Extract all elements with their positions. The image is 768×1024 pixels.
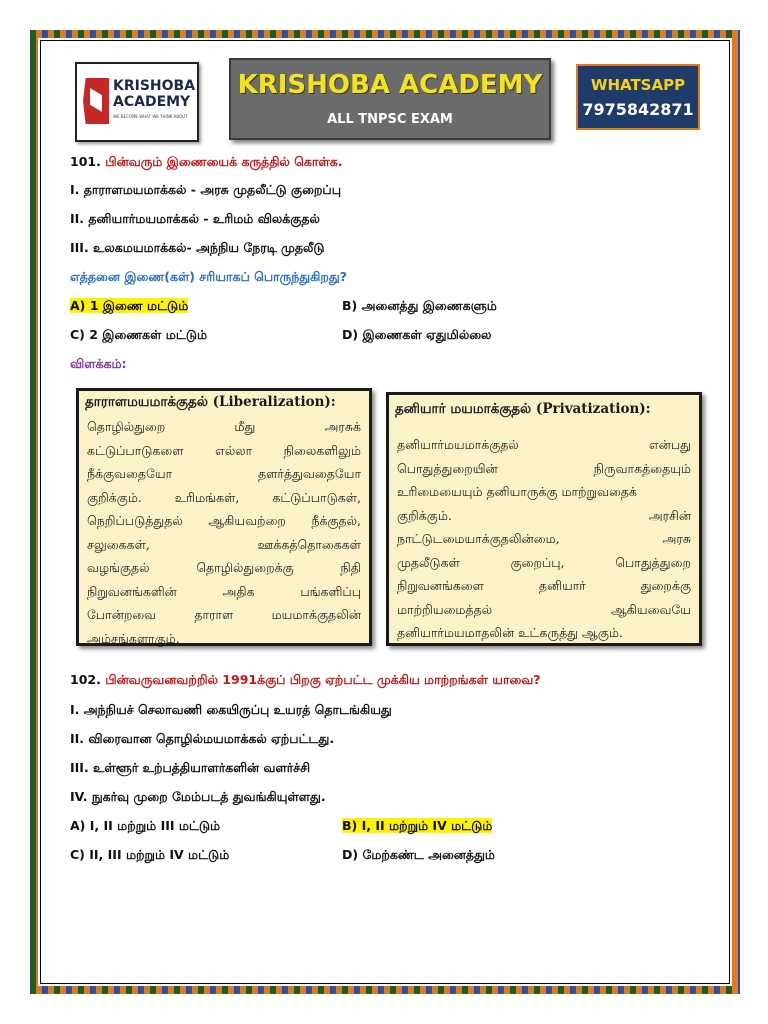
box-right-word: குறிக்கும். [397, 507, 452, 523]
liberalization-box [76, 388, 372, 646]
q101-number: 101. [70, 154, 101, 169]
box-right-line [397, 598, 691, 622]
whatsapp-contact [576, 64, 700, 130]
whatsapp-number: 7975842871 [582, 100, 694, 119]
privatization-box [386, 392, 702, 646]
box-left-word: நிலைகளிலும் [283, 442, 361, 458]
logo-line1: KRISHOBA [113, 78, 196, 94]
box-left-word: தளர்த்துவதையோ [258, 466, 361, 481]
box-right-word: அரசு [662, 531, 691, 546]
box-left-line [87, 462, 361, 486]
box-left-word: நீக்குதல், [311, 513, 361, 528]
logo-emblem-icon [83, 78, 109, 124]
box-left-word: ஆகியவற்றை [208, 513, 286, 528]
box-right-line [397, 574, 691, 598]
box-right-word: நிறுவனங்களை [397, 578, 484, 593]
liberalization-body [87, 415, 361, 650]
q101-statement-1: I. தாராளமயமாக்கல் - அரசு முதலீட்டு குறைப்பு [70, 182, 342, 197]
box-left-line [87, 580, 361, 604]
academy-logo [75, 62, 199, 142]
box-left-word: உரிமங்கள், [174, 489, 240, 505]
box-left-word: கட்டுப்பாடுகளை [87, 442, 184, 458]
banner-title: KRISHOBA ACADEMY [237, 70, 543, 100]
box-right-word: ஆகியவையே [610, 601, 691, 617]
header [0, 58, 768, 148]
box-left-word: சலுகைகள், [87, 536, 150, 552]
box-left-word: எல்லா [215, 442, 253, 458]
q102-statement-3: III. உள்ளூர் உற்பத்தியாளர்களின் வளர்ச்சி [70, 760, 310, 775]
box-right-line [397, 433, 691, 457]
q102-text: பின்வருவனவற்றில் 1991க்குப் பிறகு ஏற்பட்ட முக்கிய மாற்றங்கள் யாவை? [105, 672, 541, 687]
q101-option-d: D) இணைகள் ஏதுமில்லை [342, 327, 492, 342]
box-right-word: குறைப்பு, [510, 554, 565, 570]
q102-option-c: C) II, III மற்றும் IV மட்டும் [70, 847, 230, 862]
box-left-word: வழங்குதல் [87, 560, 150, 575]
box-left-line [87, 439, 361, 463]
box-left-line [87, 415, 361, 439]
q101-option-b: B) அனைத்து இணைகளும் [342, 298, 497, 313]
box-left-word: தாராள [194, 607, 234, 622]
box-right-line [397, 527, 691, 551]
box-right-word: அரசின் [648, 507, 691, 523]
box-left-line [87, 556, 361, 580]
q102-option-b [342, 818, 492, 835]
banner-subtitle: ALL TNPSC EXAM [327, 112, 453, 127]
box-right-line [397, 504, 691, 528]
q101-text: பின்வரும் இணையைக் கருத்தில் கொள்க. [105, 154, 343, 169]
box-left-word: அம்சங்களாகும். [87, 630, 180, 646]
q101-option-a-text: A) 1 இணை மட்டும் [70, 298, 189, 313]
box-right-word: என்பது [648, 437, 691, 452]
box-left-word: நிறுவனங்களின் [87, 583, 177, 599]
box-left-line [87, 533, 361, 557]
box-right-line [397, 457, 691, 481]
box-right-line [397, 621, 691, 645]
q101-statement-3: III. உலகமயமாக்கல்- அந்நிய நேரடி முதலீடு [70, 240, 325, 255]
box-left-word: மயமாக்குதலின் [271, 607, 361, 622]
logo-line2: ACADEMY [113, 94, 191, 110]
box-right-word: தனியார் [538, 578, 586, 593]
q102-statement-2: II. விரைவான தொழில்மயமாக்கல் ஏற்பட்டது. [70, 731, 335, 746]
q101-option-c: C) 2 இணைகள் மட்டும் [70, 327, 208, 342]
box-left-word: மீது [234, 419, 256, 434]
q102-option-b-text: B) I, II மற்றும் IV மட்டும் [342, 818, 493, 833]
box-right-word: நாட்டுடமையாக்குதலின்மை, [397, 531, 560, 546]
box-left-word: குறிக்கும். [87, 489, 142, 505]
box-left-line [87, 603, 361, 627]
liberalization-title: தாராளமயமாக்குதல் (Liberalization): [85, 394, 336, 410]
box-right-line [397, 480, 691, 504]
box-left-word: தொழில்துறை [87, 419, 166, 434]
box-left-word: அரசுக் [324, 419, 361, 434]
box-left-word: போன்றவை [87, 607, 157, 622]
q102-option-d: D) மேற்கண்ட அனைத்தும் [342, 847, 495, 862]
privatization-title: தனியார் மயமாக்குதல் (Privatization): [395, 401, 651, 417]
q101-question [70, 154, 342, 171]
box-left-word: கட்டுப்பாடுகள், [272, 489, 361, 505]
box-left-word: ஊக்கத்தொகைகள் [257, 536, 361, 552]
q101-explanation-label: விளக்கம்: [70, 356, 127, 371]
whatsapp-label: WHATSAPP [590, 76, 686, 94]
box-left-line [87, 486, 361, 510]
q102-statement-4: IV. நுகர்வு முறை மேம்படத் துவங்கியுள்ளது. [70, 789, 326, 804]
logo-tagline: WE BECOME WHAT WE THINK ABOUT [113, 114, 188, 119]
box-right-word: நிருவாகத்தையும் [593, 460, 691, 476]
box-right-word: பொதுத்துறையின் [397, 460, 498, 476]
box-right-word: முதலீடுகள் [397, 554, 460, 570]
box-left-word: நீக்குவதையோ [87, 466, 173, 481]
box-right-word: உரிமையையும் தனியாருக்கு மாற்றுவதைக் [397, 484, 637, 499]
box-left-word: நிதி [340, 560, 361, 575]
q101-option-a [70, 298, 188, 315]
q102-option-a: A) I, II மற்றும் III மட்டும் [70, 818, 221, 833]
box-left-line [87, 627, 361, 651]
title-banner [229, 58, 551, 140]
box-left-word: பங்களிப்பு [300, 583, 361, 599]
box-right-line [397, 551, 691, 575]
box-left-word: தொழில்துறைக்கு [196, 560, 294, 575]
q101-ask: எத்தனை இணை(கள்) சரியாகப் பொருந்துகிறது? [70, 269, 347, 284]
q102-number: 102. [70, 672, 101, 687]
box-left-line [87, 509, 361, 533]
box-right-word: துறைக்கு [640, 578, 691, 593]
box-left-word: அதிக [222, 583, 255, 599]
q102-question [70, 672, 541, 689]
box-left-word: நெறிப்படுத்துதல் [87, 513, 183, 528]
box-right-word: பொதுத்துறை [615, 554, 691, 570]
privatization-body [397, 433, 691, 645]
q102-statement-1: I. அந்நியச் செலாவணி கையிருப்பு உயரத் தொடங்கியது [70, 702, 392, 717]
q101-statement-2: II. தனியார்மயமாக்கல் - உரிமம் விலக்குதல் [70, 211, 320, 226]
box-right-word: தனியார்மயமாதலின் உட்கருத்து ஆகும். [397, 625, 623, 640]
box-right-word: மாற்றியமைத்தல் [397, 601, 493, 617]
box-right-word: தனியார்மயமாக்குதல் [397, 437, 519, 452]
